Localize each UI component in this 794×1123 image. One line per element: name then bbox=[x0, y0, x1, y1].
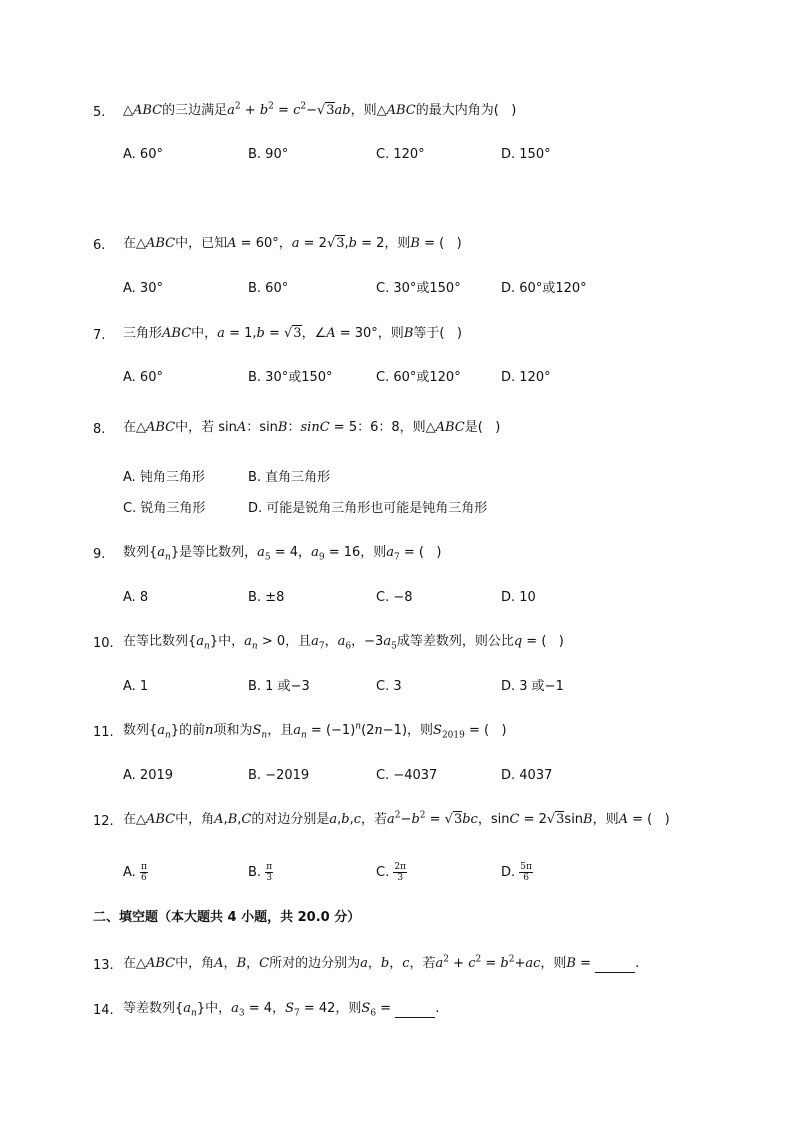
question-10-number: 10. bbox=[93, 636, 114, 651]
question-8-number: 8. bbox=[93, 422, 106, 437]
option-12b-label: B. bbox=[248, 865, 262, 880]
answer-blank-14[interactable] bbox=[395, 1003, 435, 1018]
option-7a[interactable]: A. 60° bbox=[123, 370, 163, 385]
option-12d-label: D. bbox=[501, 865, 516, 880]
option-6c[interactable]: C. 30°或150° bbox=[376, 281, 461, 296]
question-13-number: 13. bbox=[93, 958, 114, 973]
option-6d[interactable]: D. 60°或120° bbox=[501, 281, 587, 296]
option-8a[interactable]: A. 钝角三角形 bbox=[123, 470, 205, 485]
option-12c-fraction: $\frac{2\pi}{3}$ bbox=[394, 862, 407, 883]
question-7-number: 7. bbox=[93, 328, 106, 343]
option-5b[interactable]: B. 90° bbox=[248, 147, 289, 162]
question-6-stem: 在△ABC中，已知A = 60°，a = 2√3,b = 2，则B = ( ) bbox=[123, 236, 462, 251]
question-12-stem: 在△ABC中，角A,B,C的对边分别是a,b,c，若$a^2-b^2 = √3bc$，sinC = 2√3sinB，则A = ( ) bbox=[123, 810, 670, 827]
question-8-stem: 在△ABC中，若 sinA：sinB：sinC = 5：6：8，则△ABC是( ) bbox=[123, 420, 501, 435]
option-11b[interactable]: B. −2019 bbox=[248, 768, 310, 783]
question-5-stem: △ABC的三边满足$a^2 + b^2 = c^2-√3ab$，则△ABC的最大内角为( ) bbox=[123, 101, 517, 118]
option-12d[interactable] bbox=[501, 862, 533, 883]
option-11a[interactable]: A. 2019 bbox=[123, 768, 174, 783]
option-7d[interactable]: D. 120° bbox=[501, 370, 551, 385]
option-12c[interactable] bbox=[376, 862, 407, 883]
option-12a[interactable] bbox=[123, 862, 148, 883]
question-10-stem: 在等比数列$\{a_n\}$中，$a_n > 0$，且$a_7$，$a_6$，$-3a_5$成等差数列，则公比q = ( ) bbox=[123, 634, 564, 652]
option-12a-fraction: $\frac{\pi}{6}$ bbox=[140, 862, 147, 883]
option-5a[interactable]: A. 60° bbox=[123, 147, 163, 162]
option-9c[interactable]: C. −8 bbox=[376, 590, 413, 605]
option-12d-fraction: $\frac{5\pi}{6}$ bbox=[520, 862, 532, 883]
option-12b[interactable] bbox=[248, 862, 273, 883]
option-9d[interactable]: D. 10 bbox=[501, 590, 536, 605]
answer-blank-13[interactable] bbox=[595, 958, 635, 973]
option-8c[interactable]: C. 锐角三角形 bbox=[123, 501, 206, 516]
question-9-number: 9. bbox=[93, 547, 106, 562]
question-11-number: 11. bbox=[93, 725, 114, 740]
option-5c[interactable]: C. 120° bbox=[376, 147, 425, 162]
option-6b[interactable]: B. 60° bbox=[248, 281, 289, 296]
option-12a-label: A. bbox=[123, 865, 136, 880]
question-13-stem: 在△ABC中，角A，B，C所对的边分别为a，b，c，若$a^2 + c^2 = b^2+ac$，则B = . bbox=[123, 954, 640, 971]
option-8d[interactable]: D. 可能是锐角三角形也可能是钝角三角形 bbox=[248, 501, 488, 516]
option-10a[interactable]: A. 1 bbox=[123, 679, 149, 694]
option-9a[interactable]: A. 8 bbox=[123, 590, 149, 605]
question-14-stem: 等差数列$\{a_n\}$中，$a_3 = 4$，$S_7 = 42$，则$S_6$ = . bbox=[123, 1001, 440, 1019]
option-6a[interactable]: A. 30° bbox=[123, 281, 163, 296]
question-5-number: 5. bbox=[93, 105, 106, 120]
option-8b[interactable]: B. 直角三角形 bbox=[248, 470, 331, 485]
question-9-stem: 数列$\{a_n\}$是等比数列，$a_5 = 4$，$a_9 = 16$，则$a_7$ = ( ) bbox=[123, 545, 442, 563]
option-12b-fraction: $\frac{\pi}{3}$ bbox=[266, 862, 273, 883]
option-11c[interactable]: C. −4037 bbox=[376, 768, 438, 783]
option-7c[interactable]: C. 60°或120° bbox=[376, 370, 461, 385]
question-6-number: 6. bbox=[93, 238, 106, 253]
section-title: 二、填空题（本大题共 4 小题，共 20.0 分） bbox=[93, 910, 361, 925]
option-11d[interactable]: D. 4037 bbox=[501, 768, 553, 783]
option-5d[interactable]: D. 150° bbox=[501, 147, 551, 162]
question-12-number: 12. bbox=[93, 814, 114, 829]
option-9b[interactable]: B. ±8 bbox=[248, 590, 285, 605]
option-10b[interactable]: B. 1 或−3 bbox=[248, 679, 310, 694]
option-12c-label: C. bbox=[376, 865, 390, 880]
option-10c[interactable]: C. 3 bbox=[376, 679, 402, 694]
question-14-number: 14. bbox=[93, 1003, 114, 1018]
question-11-stem: 数列$\{a_n\}$的前n项和为$S_n$，且$a_n = (-1)^n(2n-1)$，则$S_{2019}$ = ( ) bbox=[123, 721, 507, 741]
question-7-stem: 三角形ABC中，a = 1,b = √3，∠A = 30°，则B等于( ) bbox=[123, 326, 462, 341]
option-7b[interactable]: B. 30°或150° bbox=[248, 370, 333, 385]
option-10d[interactable]: D. 3 或−1 bbox=[501, 679, 564, 694]
